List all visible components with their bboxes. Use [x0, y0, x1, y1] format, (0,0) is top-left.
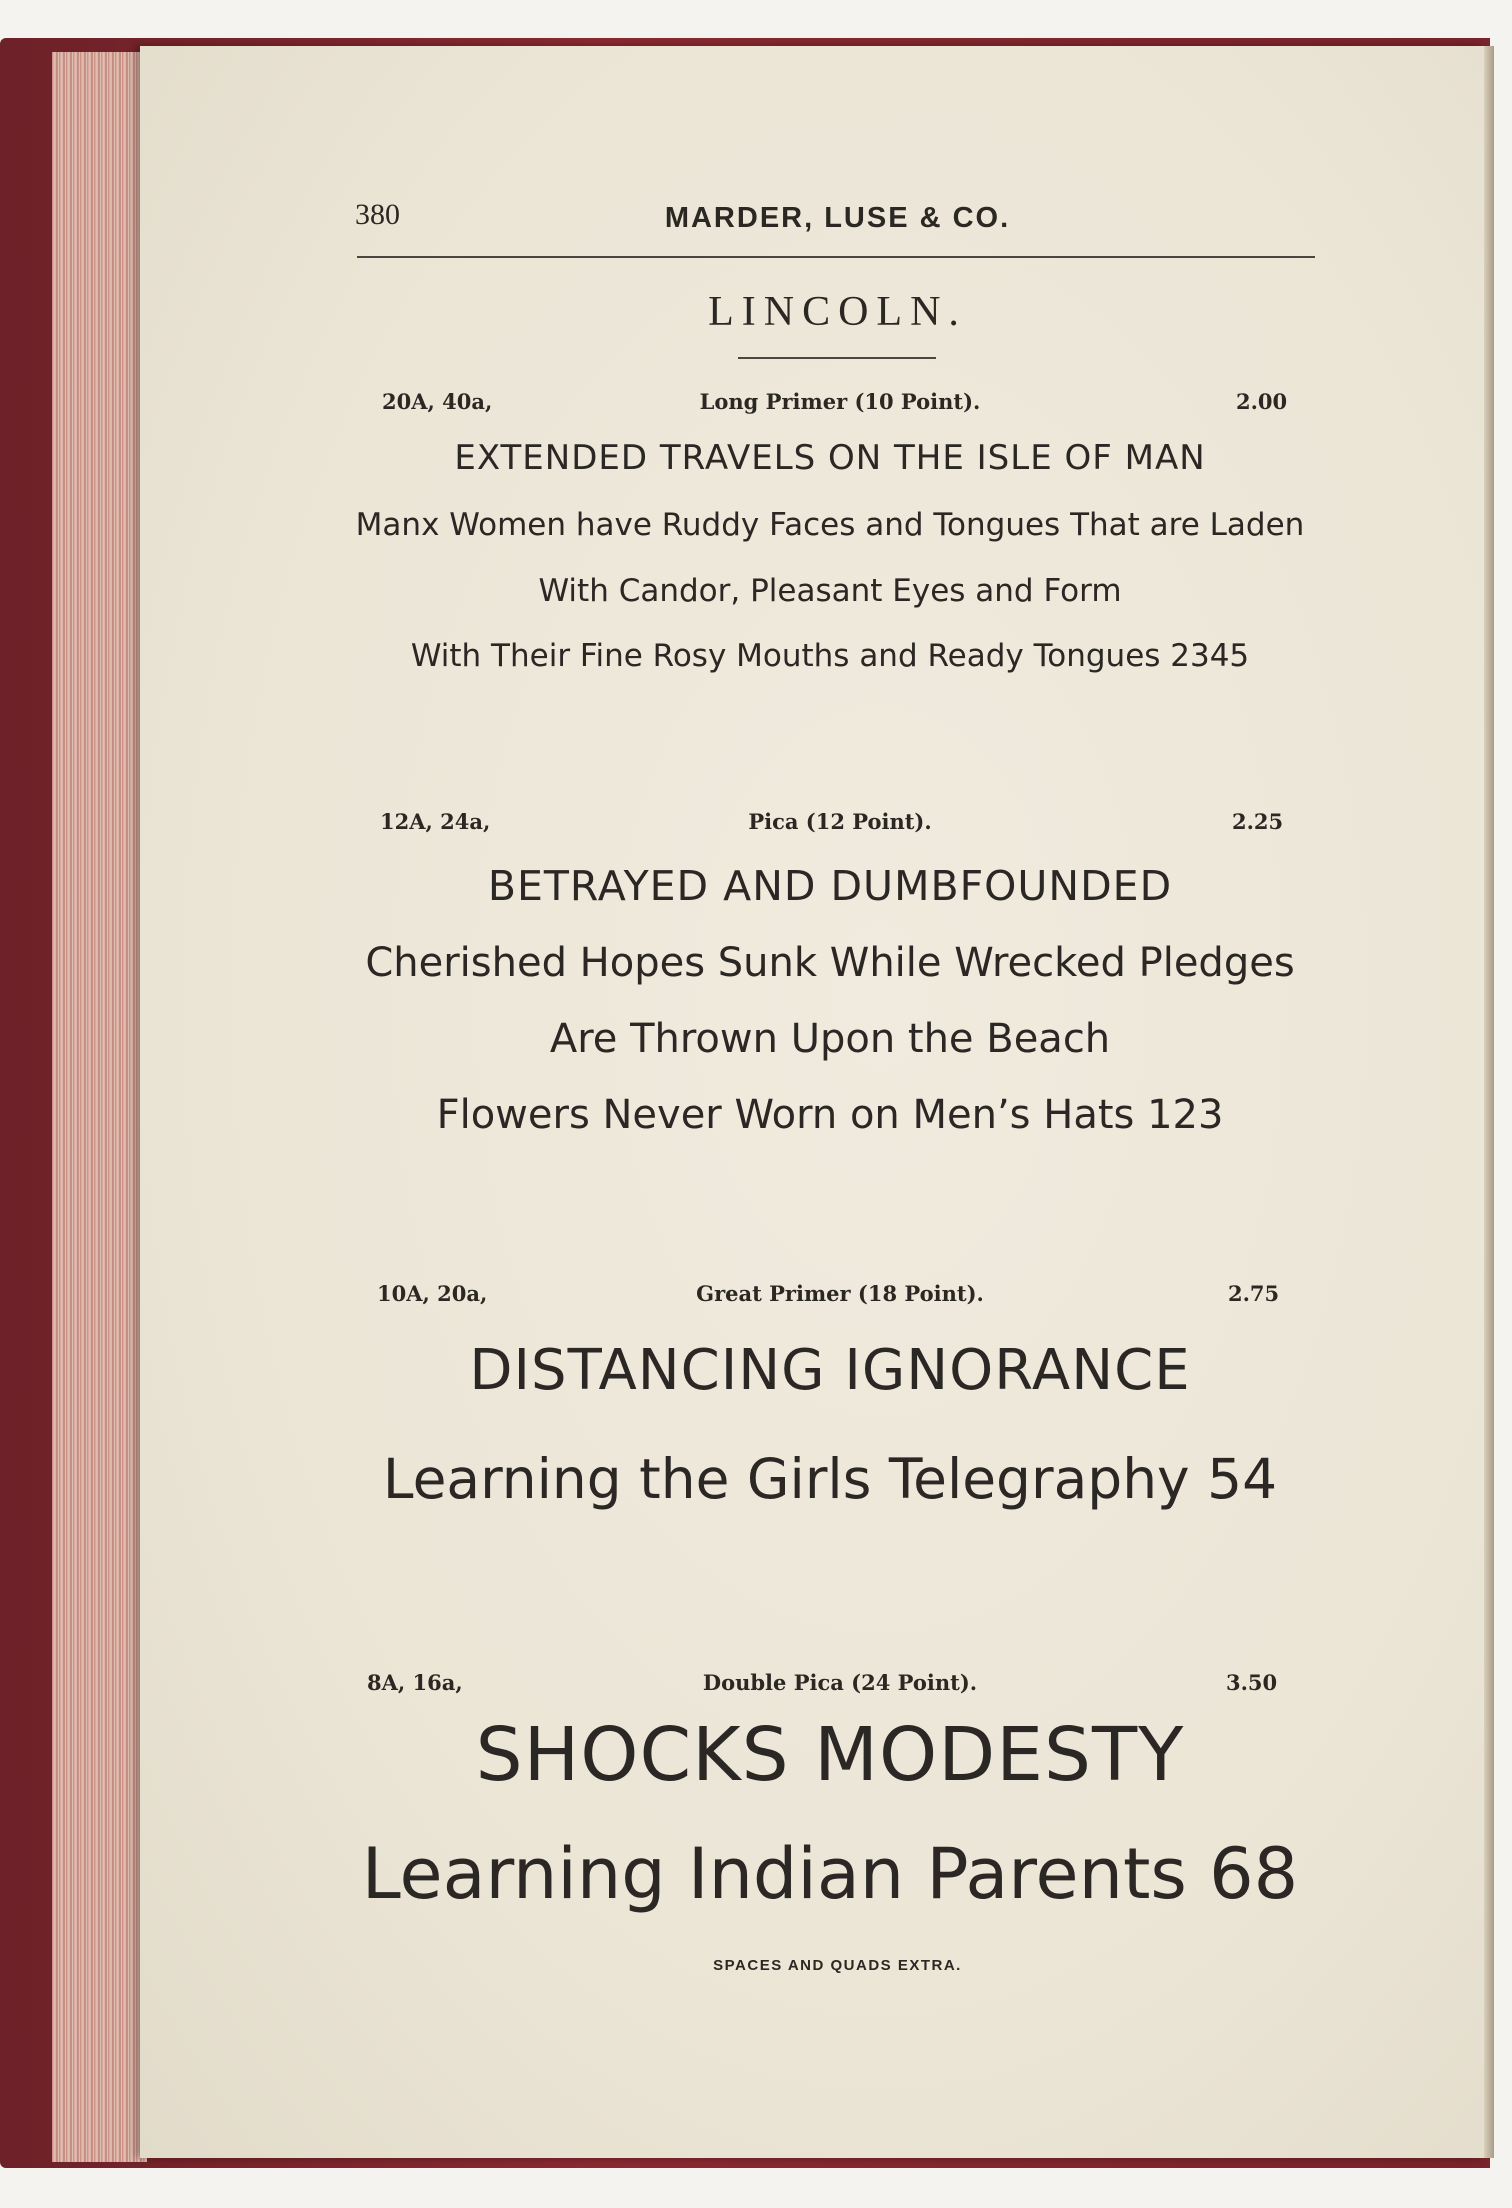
- specimen-line: DISTANCING IGNORANCE: [469, 1338, 1191, 1403]
- footer-note: SPACES AND QUADS EXTRA.: [713, 1957, 962, 1974]
- price: 2.25: [1232, 809, 1284, 834]
- title-rule: [738, 357, 936, 359]
- specimen-line: Flowers Never Worn on Men’s Hats 123: [436, 1092, 1224, 1138]
- size-name: Long Primer (10 Point).: [699, 389, 981, 414]
- specimen-line: Are Thrown Upon the Beach: [549, 1016, 1111, 1062]
- fonts-count: 8A, 16a,: [367, 1670, 463, 1695]
- section-title: LINCOLN.: [708, 289, 967, 335]
- specimen-line: SHOCKS MODESTY: [475, 1712, 1185, 1798]
- size-name: Great Primer (18 Point).: [696, 1281, 984, 1306]
- price: 2.00: [1236, 389, 1288, 414]
- size-name: Pica (12 Point).: [748, 809, 932, 834]
- specimen-line: With Their Fine Rosy Mouths and Ready Tongues 2345: [410, 638, 1250, 674]
- specimen-line: BETRAYED AND DUMBFOUNDED: [487, 862, 1173, 910]
- page-edges: [52, 52, 147, 2162]
- price: 2.75: [1228, 1281, 1280, 1306]
- fonts-count: 10A, 20a,: [377, 1281, 488, 1306]
- page-number: 380: [355, 198, 400, 231]
- specimen-line: Cherished Hopes Sunk While Wrecked Pledges: [365, 940, 1295, 986]
- specimen-line: With Candor, Pleasant Eyes and Form: [538, 573, 1122, 609]
- size-name: Double Pica (24 Point).: [702, 1670, 978, 1695]
- specimen-line: Learning the Girls Telegraphy 54: [382, 1447, 1278, 1511]
- fonts-count: 20A, 40a,: [382, 389, 493, 414]
- page-right-edge: [1484, 46, 1494, 2158]
- fonts-count: 12A, 24a,: [380, 809, 491, 834]
- specimen-line: Learning Indian Parents 68: [361, 1833, 1299, 1915]
- specimen-line: EXTENDED TRAVELS ON THE ISLE OF MAN: [454, 438, 1206, 478]
- running-header: MARDER, LUSE & CO.: [664, 202, 1011, 234]
- specimen-line: Manx Women have Ruddy Faces and Tongues That are Laden: [355, 507, 1305, 543]
- price: 3.50: [1226, 1670, 1278, 1695]
- header-rule: [357, 256, 1315, 258]
